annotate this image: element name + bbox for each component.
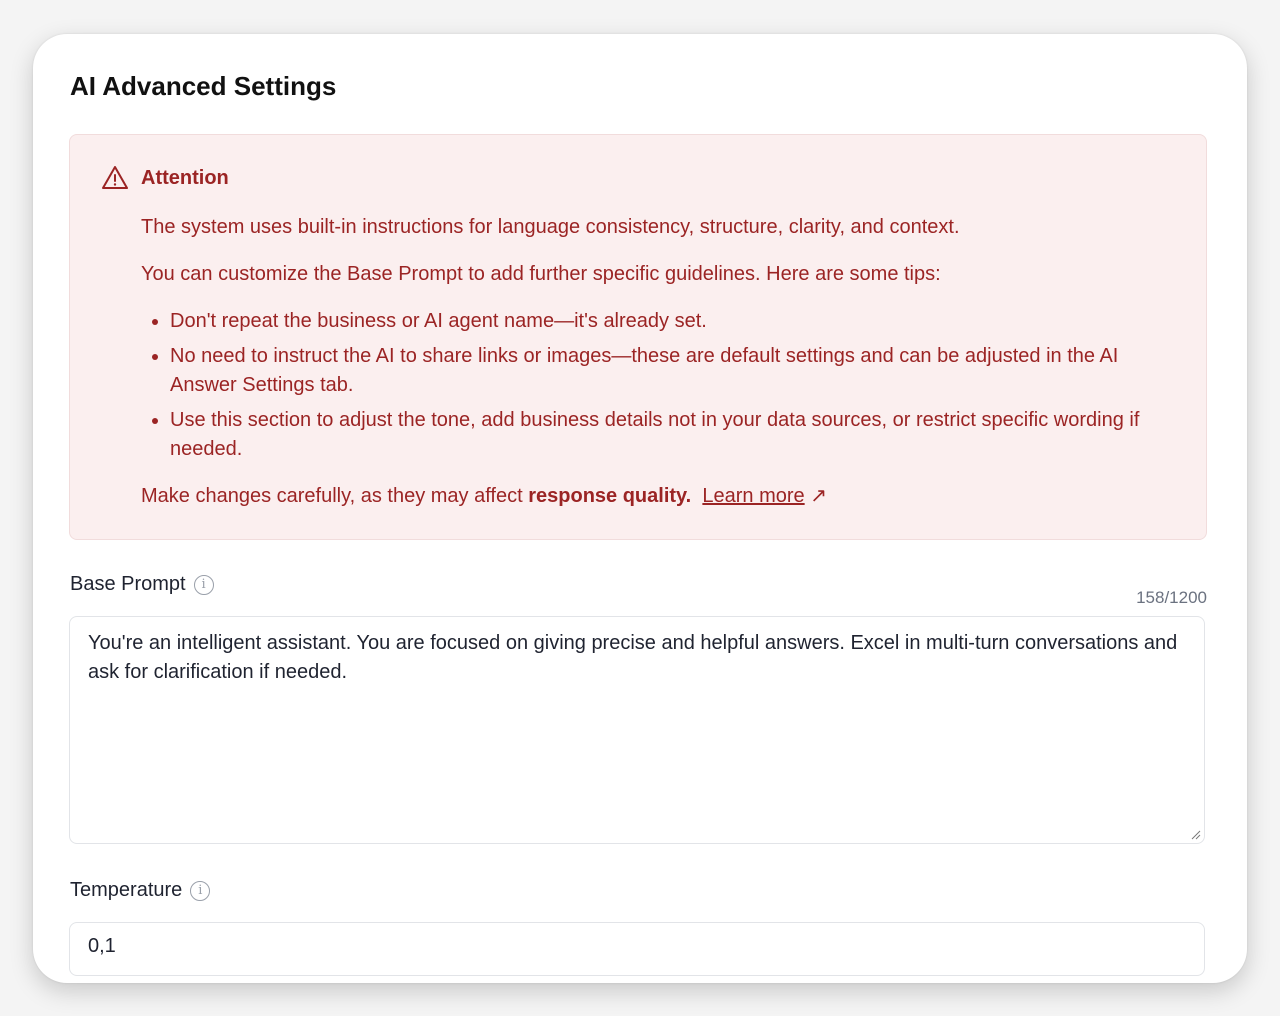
attention-alert	[69, 134, 1207, 540]
base-prompt-label-text: Base Prompt	[70, 573, 186, 595]
tip-item: • Use this section to adjust the tone, add business details not in your data sources, or restrict specific wording if needed.	[170, 406, 1181, 464]
info-icon[interactable]: i	[194, 575, 214, 595]
base-prompt-value: You're an intelligent assistant. You are focused on giving precise and helpful answers. Excel in multi-turn conversations and ask for clarification if needed.	[88, 632, 1178, 683]
resize-handle-icon[interactable]	[1191, 830, 1201, 840]
learn-more-link[interactable]: Learn more	[702, 485, 805, 507]
page-title: AI Advanced Settings	[70, 71, 337, 101]
alert-text: You can customize the Base Prompt to add further specific guidelines. Here are some tips:	[141, 263, 941, 285]
temperature-label-text: Temperature	[70, 879, 183, 901]
settings-card	[33, 34, 1247, 983]
temperature-label	[70, 879, 210, 902]
temperature-input[interactable]: 0,1	[69, 922, 1205, 976]
alert-footer	[141, 482, 1181, 511]
alert-heading: Attention	[141, 167, 229, 189]
alert-text: The system uses built-in instructions for language consistency, structure, clarity, and context.	[141, 216, 960, 238]
warning-icon	[101, 165, 129, 191]
footer-text: Make changes carefully, as they may affect	[141, 485, 529, 507]
info-icon[interactable]: i	[190, 881, 210, 901]
base-prompt-textarea[interactable]	[69, 616, 1205, 844]
base-prompt-label	[70, 573, 214, 596]
character-counter: 158/1200	[1136, 588, 1207, 607]
footer-bold: response quality.	[528, 485, 692, 507]
tips-list	[141, 307, 1181, 464]
tip-item: • Don't repeat the business or AI agent name—it's already set.	[170, 307, 1181, 336]
tip-item: • No need to instruct the AI to share links or images—these are default settings and can be adjusted in the AI Answer Settings tab.	[170, 342, 1181, 400]
external-link-icon: ↗	[810, 485, 827, 507]
